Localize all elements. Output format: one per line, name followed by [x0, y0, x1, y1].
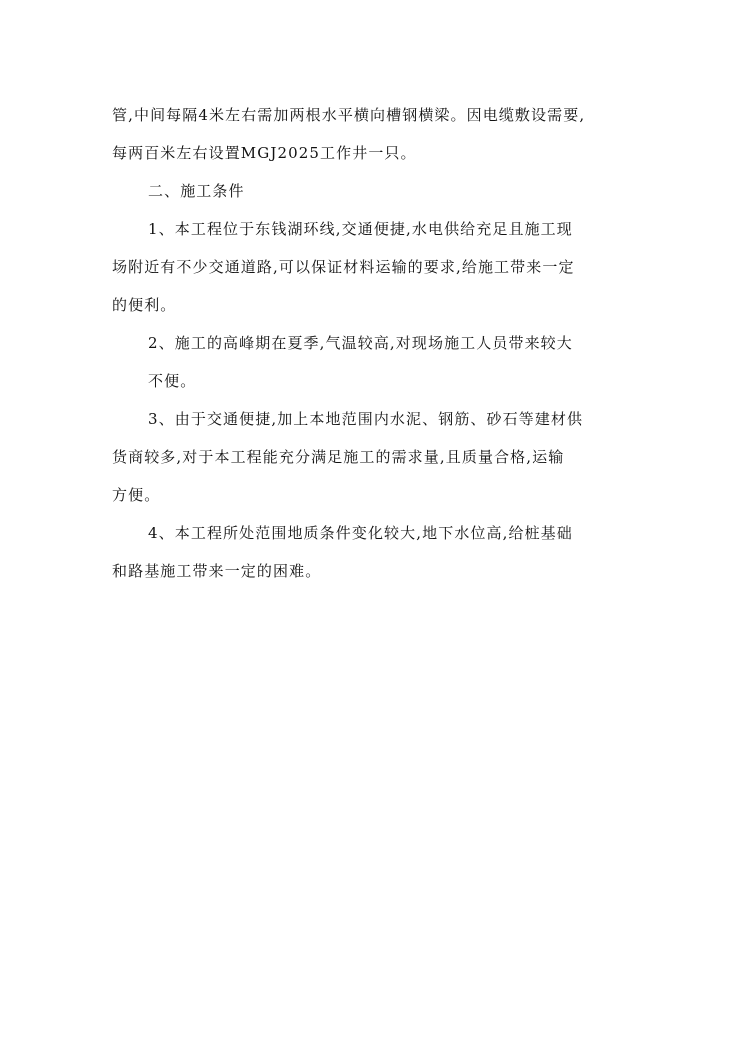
paragraph-line: 不便。	[148, 372, 197, 390]
document-body	[112, 96, 632, 590]
paragraph-line: 货商较多,对于本工程能充分满足施工的需求量,且质量合格,运输	[112, 448, 565, 466]
paragraph-line: 3、由于交通便捷,加上本地范围内水泥、钢筋、砂石等建材供	[148, 410, 584, 428]
paragraph-line: 4、本工程所处范围地质条件变化较大,地下水位高,给桩基础	[148, 524, 573, 542]
paragraph-line: 管,中间每隔4米左右需加两根水平横向槽钢横梁。因电缆敷设需要,	[112, 106, 586, 124]
paragraph-line: 每两百米左右设置MGJ2025工作井一只。	[112, 144, 417, 162]
paragraph-line: 的便利。	[112, 296, 177, 314]
paragraph-line: 方便。	[112, 486, 161, 504]
paragraph-line: 1、本工程位于东钱湖环线,交通便捷,水电供给充足且施工现	[148, 220, 573, 238]
paragraph-line: 和路基施工带来一定的困难。	[112, 562, 322, 580]
section-heading: 二、施工条件	[148, 182, 245, 200]
paragraph-line: 2、施工的高峰期在夏季,气温较高,对现场施工人员带来较大	[148, 334, 573, 352]
paragraph-line: 场附近有不少交通道路,可以保证材料运输的要求,给施工带来一定	[112, 258, 575, 276]
